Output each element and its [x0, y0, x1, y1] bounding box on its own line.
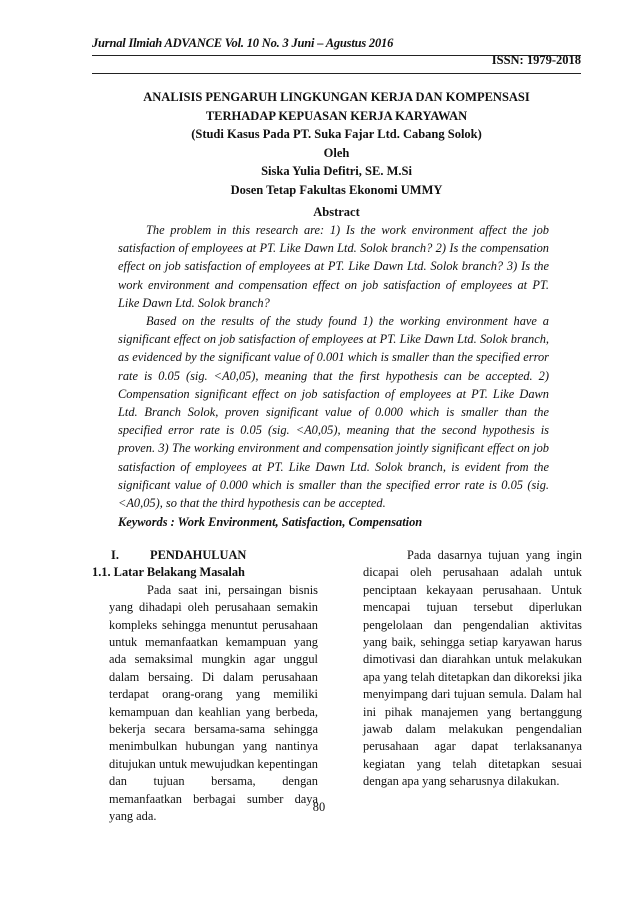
right-column-paragraph: Pada dasarnya tujuan yang ingin dicapai oleh perusahaan adalah untuk penciptaan kekayaan perusahaan. Untuk mencapai tujuan tersebut diperlukan pengelolaan dan pengendalian aktivitas yang baik, sehingga setiap karyawan harus dimotivasi dan diarahkan untuk melakukan apa yang telah ditetapkan dan dikoreksi jika menyimpang dari tujuan semula. Dalam hal ini pihak manajemen yang bertanggung jawab dalam melakukan pengendalian perusahaan agar dapat terlaksananya kegiatan yang telah ditetapkan sesuai dengan apa yang seharusnya dilakukan. — [363, 548, 582, 789]
left-column-paragraph: Pada saat ini, persaingan bisnis yang dihadapi oleh perusahaan semakin kompleks sehingga menuntut perusahaan untuk memanfaatkan kemampuan yang ada semaksimal mungkin agar unggul dalam bersaing. Di dalam perusahaan terdapat orang-orang yang memiliki kemampuan dan keahlian yang berbeda, bekerja secara bersama-sama sehingga menimbulkan hubungan yang nantinya ditujukan untuk mewujudkan kepentingan dan tujuan bersama, dengan memanfaatkan berbagai sumber daya yang ada. — [109, 582, 318, 824]
abstract-paragraph-1: The problem in this research are: 1) Is the work environment affect the job satisfaction of employees at PT. Like Dawn Ltd. Solok branch? 2) Is the compensation effect on job satisfaction of employees at PT. Like Dawn Ltd. Solok branch? 3) Is the work environment and compensation effect on job satisfaction of employees at PT. Like Dawn Ltd. Solok branch? — [118, 223, 549, 310]
abstract-heading: Abstract — [313, 205, 360, 219]
journal-header: Jurnal Ilmiah ADVANCE Vol. 10 No. 3 Juni – Agustus 2016 — [92, 36, 394, 50]
left-column — [92, 547, 318, 826]
title-block — [92, 88, 581, 200]
author-name: Siska Yulia Defitri, SE. M.Si — [261, 164, 412, 179]
abstract-body — [118, 221, 549, 512]
section-heading — [92, 547, 318, 564]
paper-title-line-1: ANALISIS PENGARUH LINGKUNGAN KERJA DAN KOMPENSASI — [143, 90, 530, 104]
by-line: Oleh — [323, 145, 350, 160]
keywords: Keywords : Work Environment, Satisfaction, Compensation — [118, 515, 423, 529]
page-number: 80 — [312, 800, 326, 814]
section-title: PENDAHULUAN — [150, 548, 247, 562]
subsection-heading: 1.1. Latar Belakang Masalah — [92, 565, 245, 580]
abstract-paragraph-2: Based on the results of the study found 1) the working environment have a significant effect on job satisfaction of employees at PT. Like Dawn Ltd. Solok branch, as evidenced by the significant value of 0.001 which is smaller than the specified error rate is 0.05 (sig. <A0,05), meaning that the first hypothesis can be accepted. 2) Compensation significant effect on job satisfaction of employees at PT. Like Dawn Ltd. Branch Solok, proven significant value of 0.000 which is smaller than the specified error rate is 0.05 (sig. <A0,05), meaning that the second hypothesis is proven. 3) The working environment and compensation jointly significant effect on job satisfaction of employees at PT. Like Dawn Ltd. Solok branch, is evident from the significant value of 0.000 which is smaller than the specified error rate is 0.05 (sig. <A0,05), so that the third hypothesis can be accepted. — [118, 314, 549, 511]
header-rule-bottom — [92, 73, 581, 74]
paper-subtitle: (Studi Kasus Pada PT. Suka Fajar Ltd. Cabang Solok) — [191, 127, 482, 142]
right-column — [363, 547, 582, 791]
section-number: I. — [111, 548, 119, 562]
author-affiliation: Dosen Tetap Fakultas Ekonomi UMMY — [230, 182, 443, 197]
issn: ISSN: 1979-2018 — [491, 53, 581, 67]
paper-title-line-2: TERHADAP KEPUASAN KERJA KARYAWAN — [205, 108, 468, 123]
